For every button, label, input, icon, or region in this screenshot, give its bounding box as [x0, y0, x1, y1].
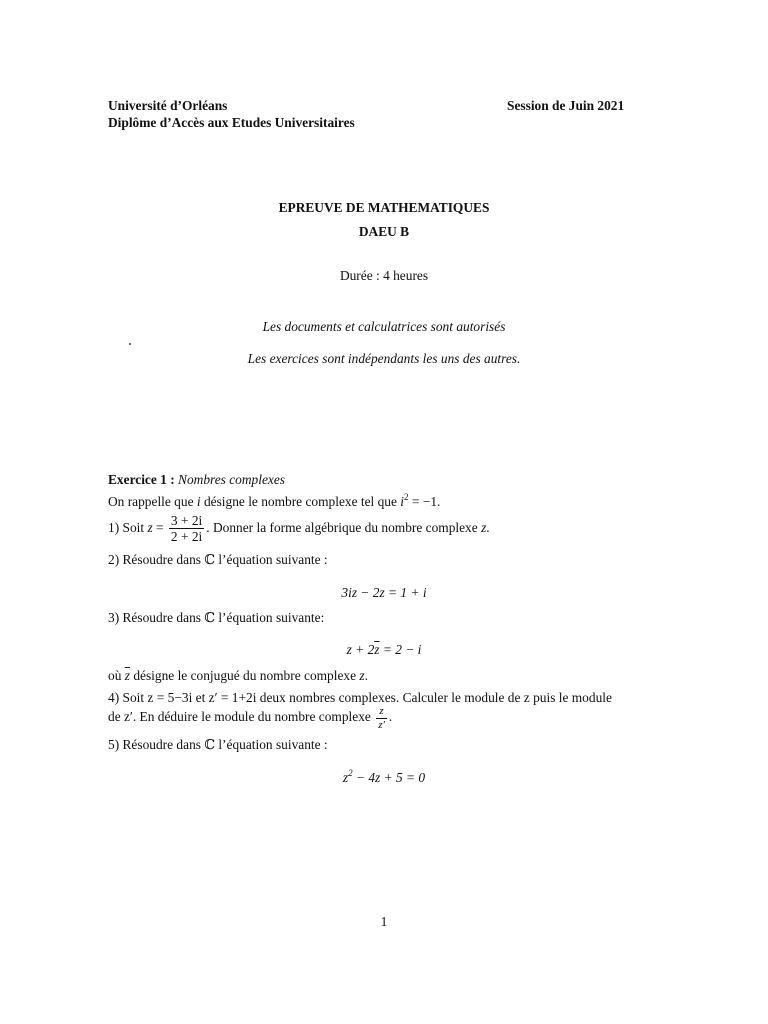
- q1-text-b: . Donner la forme algébrique du nombre complexe: [206, 519, 482, 535]
- intro-text-c: = −1.: [408, 494, 441, 509]
- conj-symbol: $\overline{z}$: [124, 668, 130, 683]
- conj-text-b: désigne le conjugué du nombre complexe: [129, 668, 360, 683]
- eq5-exponent: 2: [348, 768, 353, 778]
- university-name: Université d’Orléans: [108, 98, 228, 113]
- exercise-title: Exercice 1 :: [108, 472, 175, 487]
- session-label: Session de Juin 2021: [507, 98, 625, 113]
- diploma-name: Diplôme d’Accès aux Etudes Universitaires: [108, 115, 355, 130]
- question-1: [108, 513, 490, 545]
- question-3: 3) Résoudre dans ℂ l’équation suivante:: [108, 610, 325, 625]
- q1-period: .: [486, 519, 490, 535]
- q4-numerator: z: [379, 705, 384, 717]
- q4-period: .: [388, 709, 393, 725]
- exercise-intro: [108, 494, 440, 510]
- q4-fraction: [376, 705, 387, 731]
- conj-text-a: où: [108, 668, 125, 683]
- page-number: 1: [380, 914, 388, 929]
- equation-2: 3iz − 2z = 1 + i: [341, 585, 427, 600]
- note-independent: Les exercices sont indépendants les uns des autres.: [247, 351, 521, 366]
- conjugate-note: [108, 668, 368, 684]
- question-4-line-2: [108, 705, 392, 731]
- note-documents: Les documents et calculatrices sont autorisés: [262, 319, 506, 334]
- conj-variable: z: [359, 668, 365, 683]
- question-2: 2) Résoudre dans ℂ l’équation suivante :: [108, 552, 328, 567]
- q4-denominator: z′: [378, 718, 385, 731]
- q1-variable: z: [147, 519, 153, 535]
- q1-denominator: 2 + 2i: [170, 529, 203, 545]
- eq5-variable: z: [342, 770, 349, 785]
- question-5: 5) Résoudre dans ℂ l’équation suivante :: [108, 737, 328, 752]
- q1-equals: =: [152, 519, 167, 535]
- exam-title: EPREUVE DE MATHEMATIQUES: [278, 200, 490, 215]
- q1-text-a: 1) Soit: [108, 519, 148, 535]
- intro-exponent: 2: [404, 492, 409, 502]
- eq3-part-b: = 2 − i: [379, 642, 422, 657]
- q1-numerator: 3 + 2i: [170, 513, 203, 528]
- exercise-topic: Nombres complexes: [178, 472, 286, 487]
- q4-text: de z′. En déduire le module du nombre complexe: [108, 709, 375, 725]
- intro-expr: i: [400, 494, 405, 509]
- conj-period: .: [364, 668, 368, 683]
- exercise-heading: [108, 472, 285, 488]
- intro-text-a: On rappelle que: [108, 494, 197, 509]
- intro-i: i: [196, 494, 201, 509]
- eq5-rest: − 4z + 5 = 0: [352, 770, 426, 785]
- exam-subtitle: DAEU B: [358, 224, 410, 239]
- question-4-line-1: 4) Soit z = 5−3i et z′ = 1+2i deux nombres complexes. Calculer le module de z puis le module: [108, 690, 612, 705]
- eq3-conjugate: $\overline{z}$: [374, 642, 380, 657]
- intro-text-b: désigne le nombre complexe tel que: [200, 494, 401, 509]
- q1-fraction: [169, 513, 204, 545]
- q1-variable-end: z: [481, 519, 487, 535]
- exam-duration: Durée : 4 heures: [339, 268, 429, 283]
- equation-5: [0, 770, 768, 786]
- equation-3: [0, 642, 768, 658]
- eq3-part-a: z + 2: [346, 642, 375, 657]
- stray-dot: [129, 343, 131, 345]
